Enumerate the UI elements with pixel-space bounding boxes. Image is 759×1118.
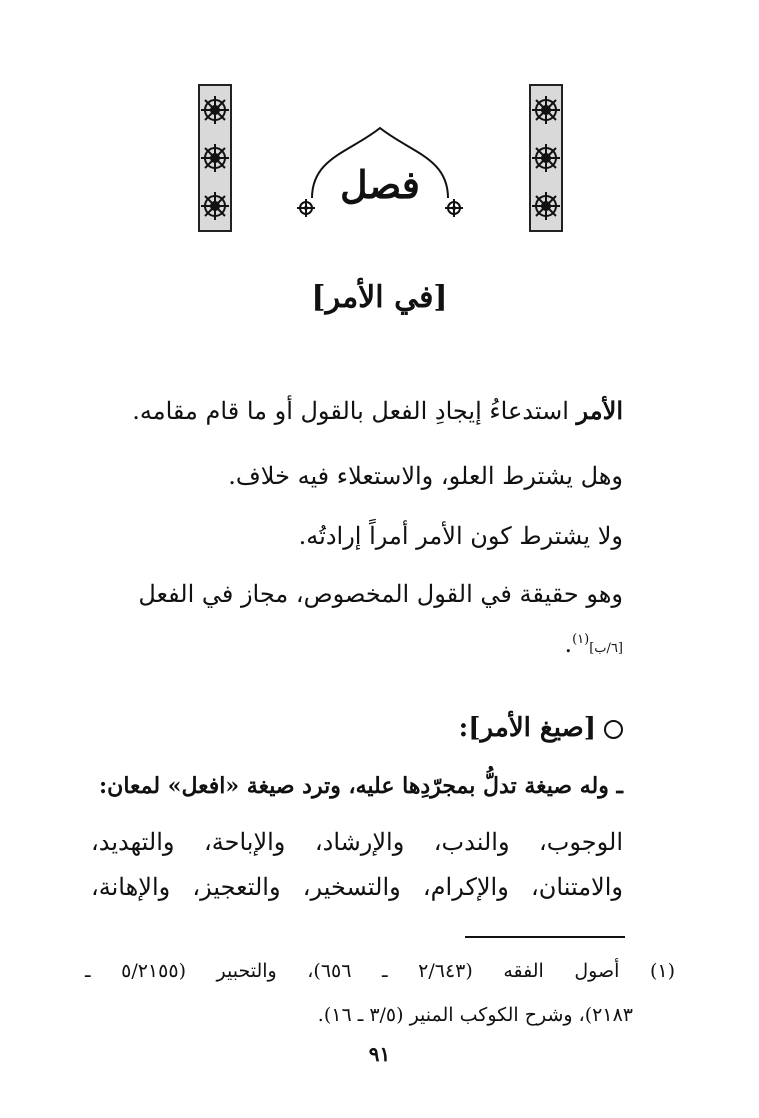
paragraph-3: ولا يشترط كون الأمر أمراً إرادتُه.: [298, 522, 623, 550]
folio-marker: [٦/ب]: [589, 641, 623, 656]
chapter-heading: فصل: [340, 162, 420, 207]
section-title: [في الأمر]: [311, 280, 448, 315]
paragraph-1: [132, 396, 623, 425]
page-number: ٩١: [368, 1042, 391, 1066]
subheading-text: [صيغ الأمر]:: [458, 713, 596, 743]
footnote-ref: (١): [572, 632, 590, 647]
subheading: [459, 713, 623, 743]
ornament-panel-left: [198, 84, 232, 232]
list-line-2: والامتنان، والإكرام، والتسخير، والتعجيز، والإهانة،: [91, 873, 623, 901]
footnote-line-1: (١) أصول الفقه (٢/٦٤٣ ـ ٦٥٦)، والتحبير (٥/٢١٥٥ ـ: [85, 960, 676, 982]
paragraph-2: وهل يشترط العلو، والاستعلاء فيه خلاف.: [228, 462, 623, 490]
paragraph-1-text: استدعاءُ إيجادِ الفعل بالقول أو ما قام مقامه.: [132, 397, 577, 425]
floral-medallion-icon: [531, 86, 561, 230]
defined-term: الأمر: [576, 396, 623, 425]
paragraph-4-end: [564, 630, 623, 658]
sub-statement: ـ وله صيغة تدلُّ بمجرّدِها عليه، وترد صيغة «افعل» لمعان:: [99, 773, 623, 799]
paragraph-4: وهو حقيقة في القول المخصوص، مجاز في الفعل: [138, 580, 623, 608]
circle-bullet-icon: [604, 720, 623, 739]
list-line-1: الوجوب، والندب، والإرشاد، والإباحة، والتهديد،: [91, 828, 623, 856]
footnote-line-2: ٢١٨٣)، وشرح الكوكب المنير (٣/٥ ـ ١٦).: [317, 1004, 633, 1026]
paragraph-end-mark: .: [564, 630, 573, 658]
footnote-divider: [465, 936, 625, 938]
floral-medallion-icon: [200, 86, 230, 230]
ornament-panel-right: [529, 84, 563, 232]
